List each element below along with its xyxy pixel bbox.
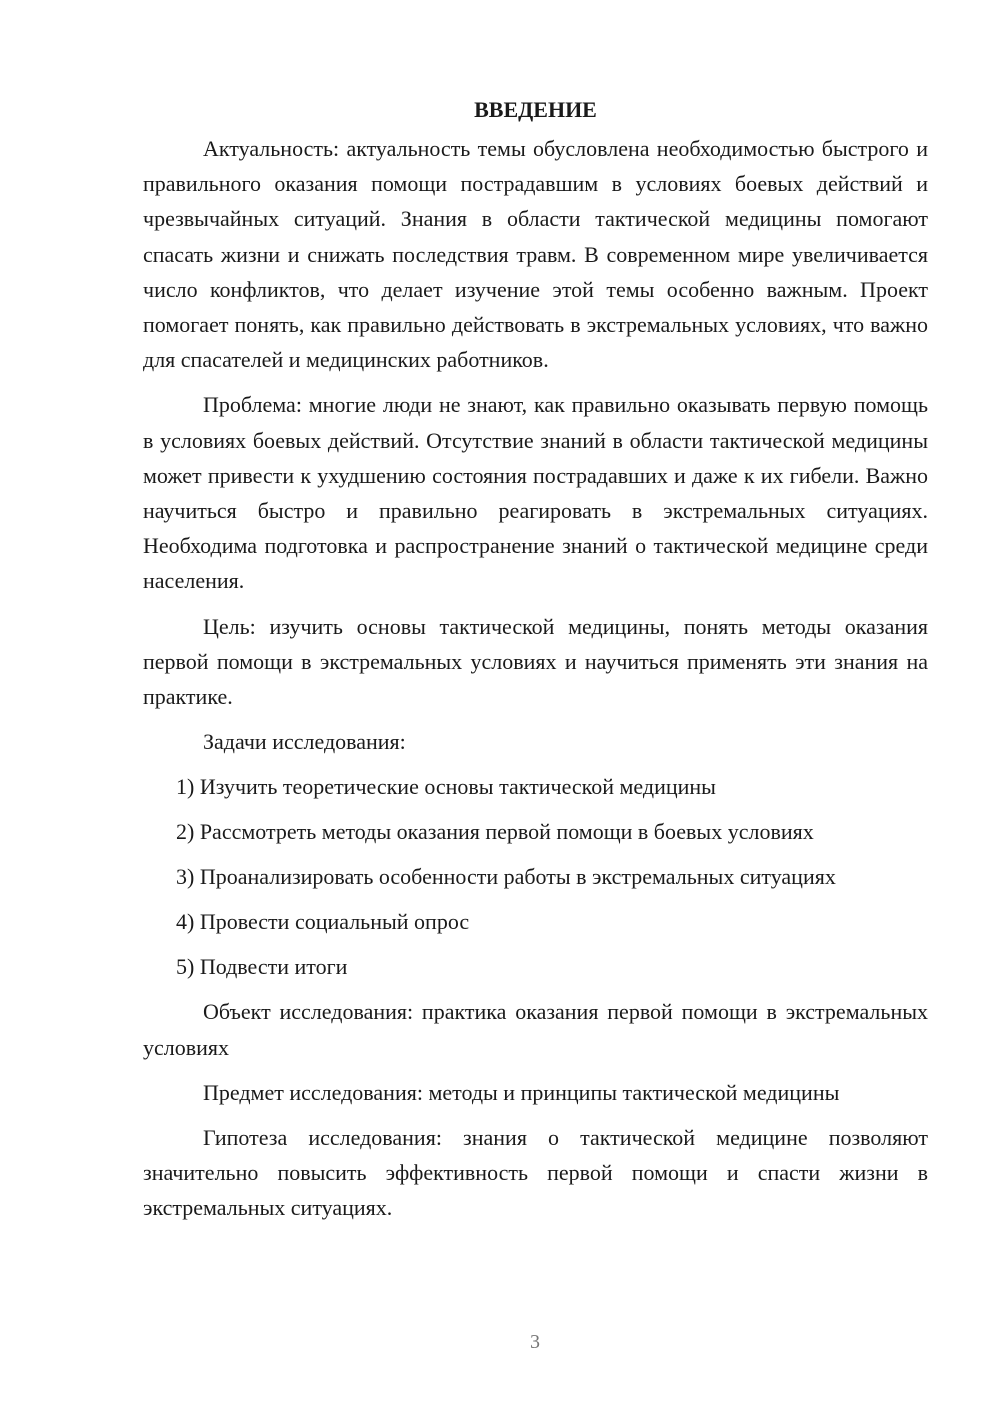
document-page — [143, 92, 928, 1236]
task-list — [143, 769, 928, 984]
goal-paragraph: Цель: изучить основы тактической медицины, понять методы оказания первой помощи в экстремальных условиях и научиться применять эти знания на практике. — [143, 613, 928, 710]
task-item-2: 2) Рассмотреть методы оказания первой помощи в боевых условиях — [176, 819, 814, 845]
hypothesis-paragraph: Гипотеза исследования: знания о тактической медицине позволяют значительно повысить эффективность первой помощи и спасти жизни в экстремальных ситуациях. — [143, 1125, 928, 1221]
task-item-4: 4) Провести социальный опрос — [176, 909, 470, 935]
page-title: ВВЕДЕНИЕ — [474, 97, 597, 122]
task-item-1: 1) Изучить теоретические основы тактической медицины — [176, 774, 716, 800]
problem-paragraph: Проблема: многие люди не знают, как правильно оказывать первую помощь в условиях боевых действий. Отсутствие знаний в области тактической медицины может привести к ухудшению состояния пострадавших и даже к их гибели. Важно научиться быстро и правильно реагировать в экстремальных ситуациях. Необходима подготовка и распространение знаний о тактической медицине среди населения. — [143, 392, 928, 594]
task-item-5: 5) Подвести итоги — [176, 954, 348, 980]
relevance-paragraph: Актуальность: актуальность темы обусловлена необходимостью быстрого и правильного оказания помощи пострадавшим в условиях боевых действий и чрезвычайных ситуаций. Знания в области тактической медицины помогают спасать жизни и снижать последствия травм. В современном мире увеличивается число конфликтов, что делает изучение этой темы особенно важным. Проект помогает понять, как правильно действовать в экстремальных условиях, что важно для спасателей и медицинских работников. — [143, 136, 928, 373]
page-number: 3 — [530, 1331, 540, 1353]
subject-paragraph: Предмет исследования: методы и принципы тактической медицины — [203, 1079, 840, 1105]
tasks-heading: Задачи исследования: — [203, 729, 406, 755]
task-item-3: 3) Проанализировать особенности работы в экстремальных ситуациях — [176, 864, 836, 890]
object-paragraph: Объект исследования: практика оказания первой помощи в экстремальных условиях — [143, 999, 928, 1060]
